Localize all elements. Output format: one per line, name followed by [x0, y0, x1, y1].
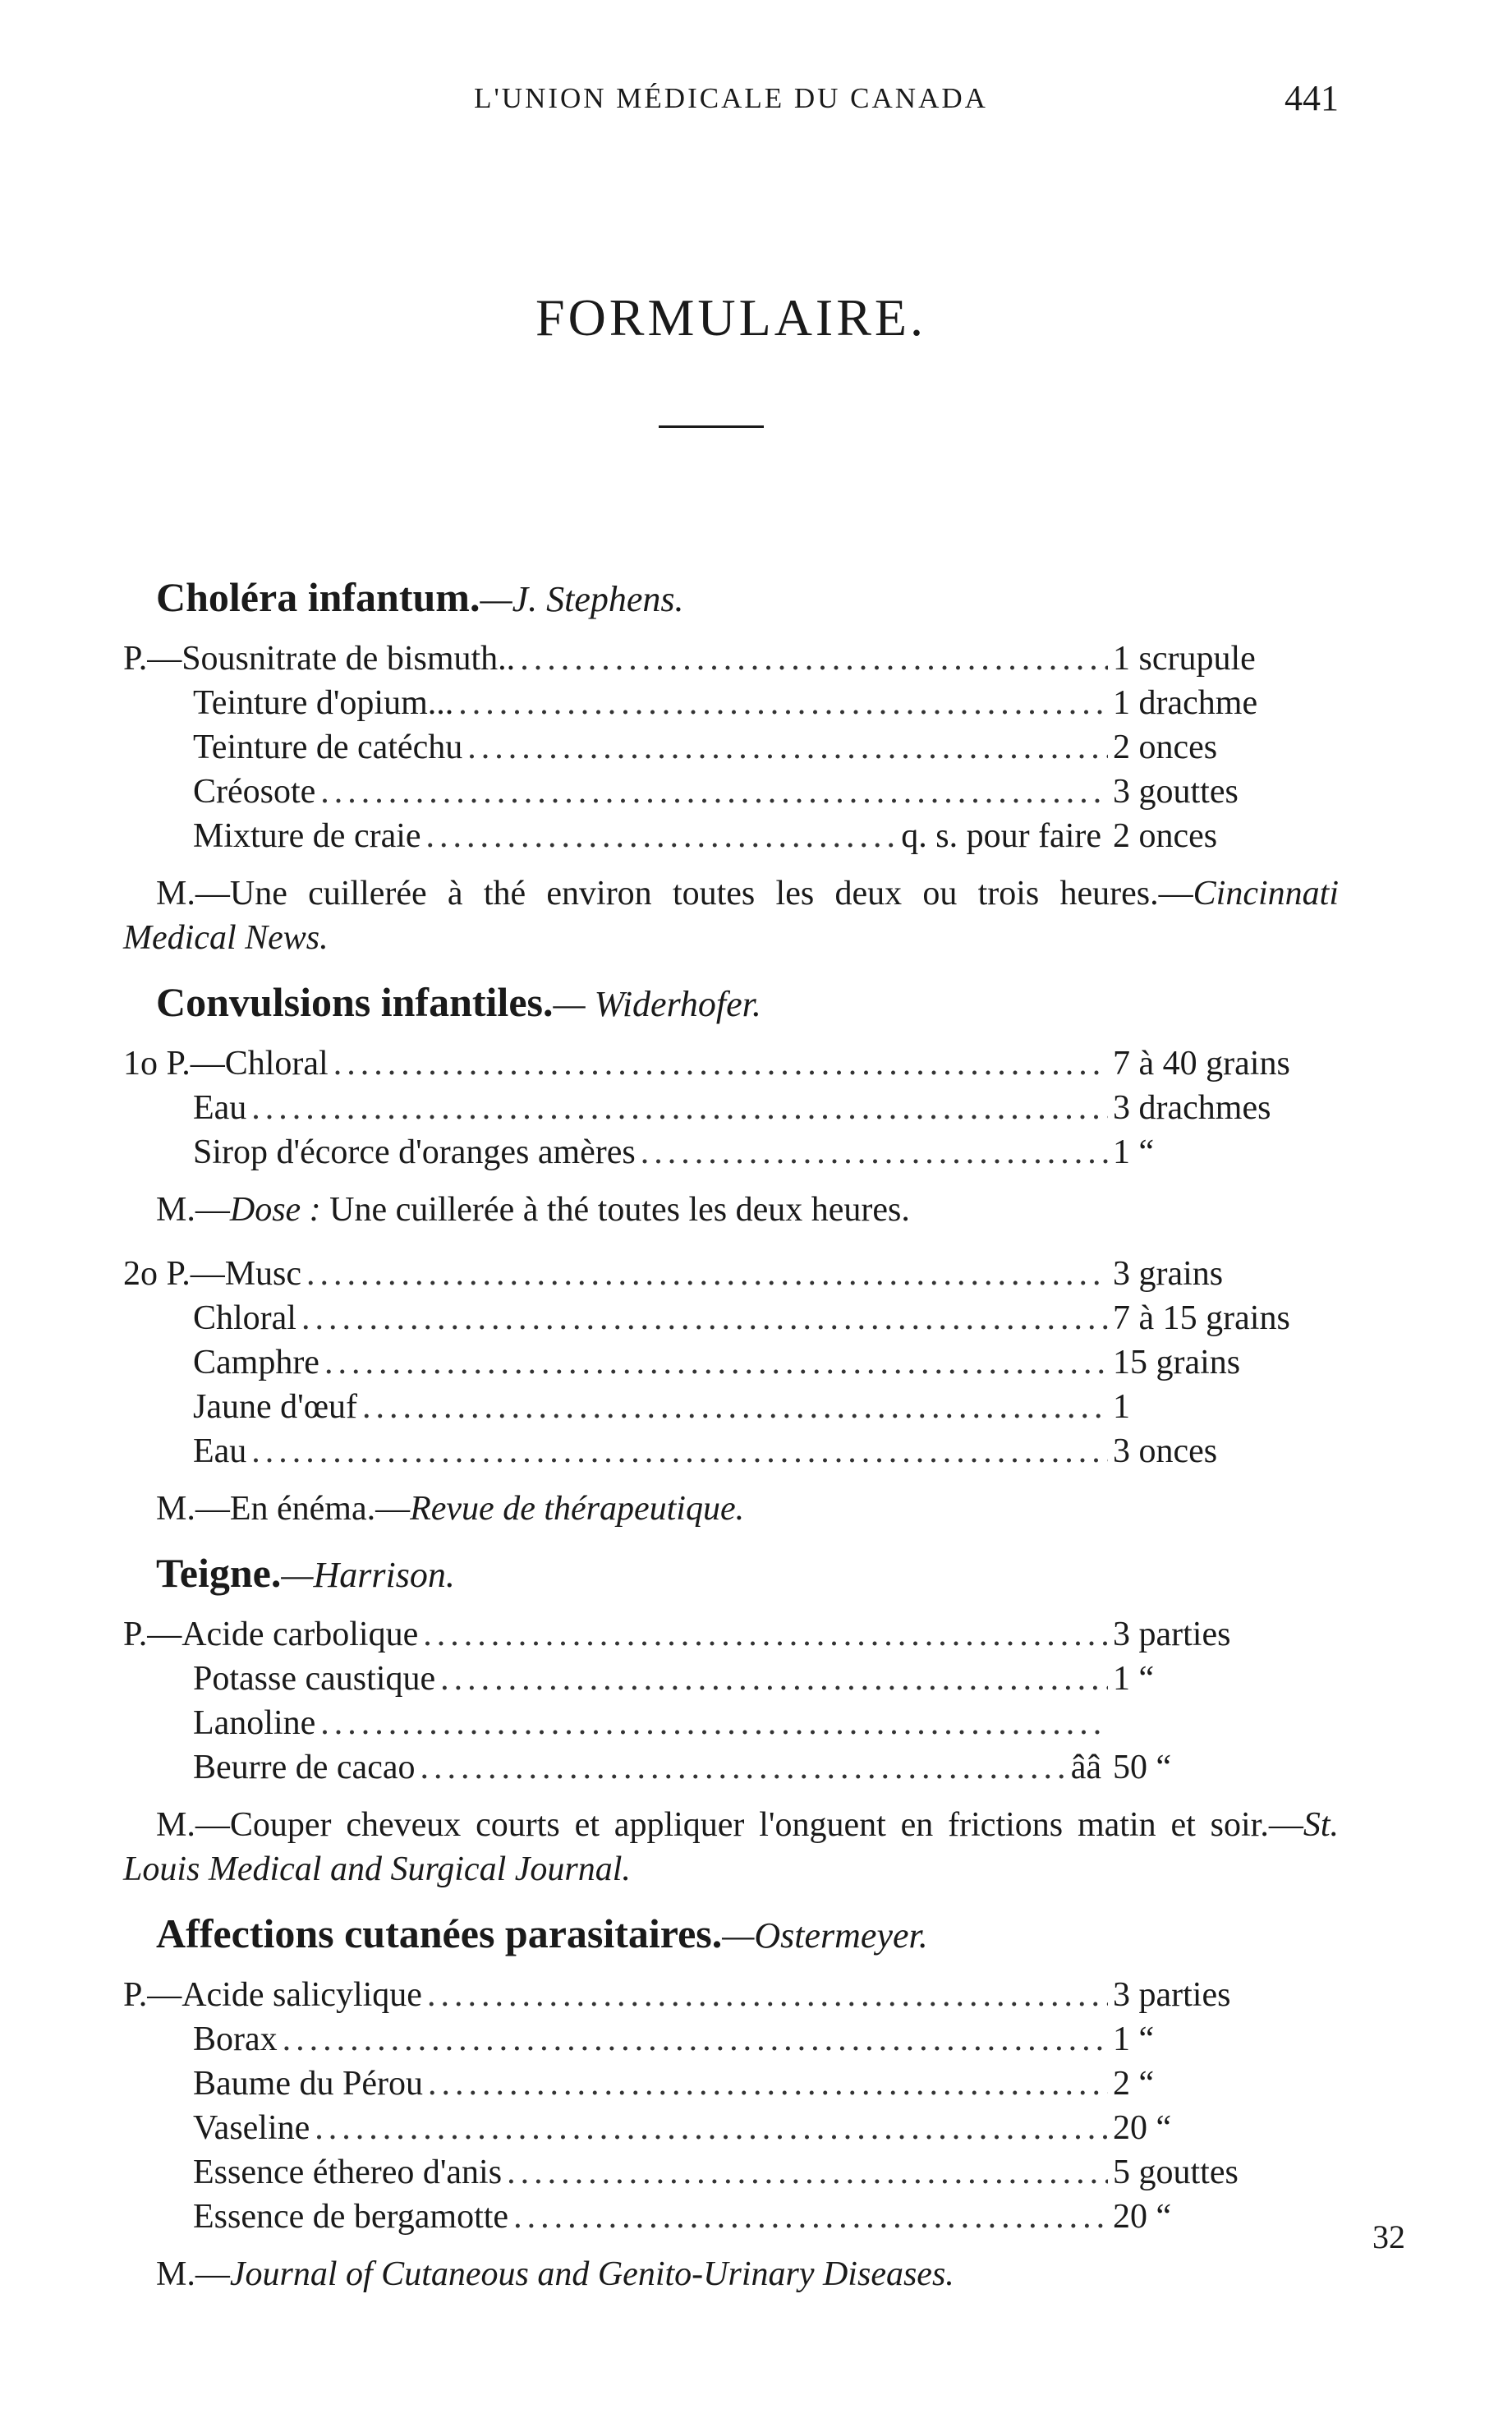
ingredient-quantity: 3 gouttes [1113, 773, 1239, 811]
ingredient-row [123, 1973, 1339, 2017]
ingredient-quantity: 3 drachmes [1113, 1089, 1271, 1127]
section-author: —J. Stephens. [480, 579, 684, 619]
ingredient-name: Sirop d'écorce d'oranges amères [193, 1133, 636, 1171]
ingredient-row [123, 1296, 1339, 1340]
ingredient-name: Acide carbolique [182, 1616, 419, 1653]
section-author: —Harrison. [281, 1555, 455, 1595]
page [123, 78, 1339, 2365]
leader-dots [362, 1385, 1108, 1429]
ingredient-quantity: 1 drachme [1113, 684, 1258, 722]
ingredient-name: Teinture d'opium... [193, 684, 454, 722]
leader-dots [467, 725, 1108, 770]
prescription-label: 1o P.— [123, 1045, 225, 1083]
signature-mark: 32 [1372, 2218, 1405, 2255]
ingredient-row [123, 2150, 1339, 2195]
note-source: Revue de thérapeutique. [410, 1490, 745, 1528]
leader-dots [458, 681, 1108, 725]
ingredient-quantity: 1 “ [1113, 2020, 1155, 2058]
leader-dots [301, 1296, 1108, 1340]
ingredient-quantity: 1 “ [1113, 1133, 1155, 1171]
page-header [123, 78, 1339, 131]
section-heading [156, 575, 1339, 620]
leader-dots [324, 1340, 1108, 1385]
note-prefix: M.— [156, 1806, 230, 1844]
ingredient-name: Borax [193, 2020, 278, 2058]
leader-dots [320, 770, 1108, 814]
title-rule [659, 425, 764, 428]
ingredient-quantity: 15 grains [1113, 1344, 1241, 1381]
ingredient-quantity: 1 scrupule [1113, 640, 1256, 678]
formula-section [123, 980, 1339, 1531]
note-text: Une cuillerée à thé environ toutes les deux ou trois heures.— [229, 875, 1193, 912]
ingredient-row [123, 681, 1339, 725]
leader-dots [507, 2150, 1108, 2195]
ingredient-name: Camphre [193, 1344, 319, 1381]
leader-dots [320, 1701, 1108, 1745]
ingredient-quantity: 3 onces [1113, 1432, 1218, 1470]
leader-dots [641, 1130, 1108, 1175]
ingredient-quantity: 2 “ [1113, 2065, 1155, 2103]
ingredient-name: Potasse caustique [193, 1660, 436, 1698]
ingredient-row [123, 1041, 1339, 1086]
ingredient-quantity: 2 onces [1113, 729, 1218, 766]
prescription-label: P.— [123, 1616, 182, 1653]
ingredient-row [123, 725, 1339, 770]
formula-section [123, 575, 1339, 960]
prescription [123, 1973, 1339, 2239]
note-text: En énéma.— [229, 1490, 411, 1528]
prescription-note [123, 2252, 1339, 2296]
ingredient-name: Acide salicylique [182, 1976, 422, 2014]
prescription-label: P.— [123, 1976, 182, 2014]
section-heading [156, 980, 1339, 1025]
section-heading [156, 1911, 1339, 1956]
ingredient-quantity: 3 parties [1113, 1616, 1231, 1653]
leader-dots [513, 2195, 1108, 2239]
ingredient-name: Chloral [193, 1299, 296, 1337]
ingredient-row [123, 1701, 1339, 1745]
note-source: Journal of Cutaneous and Genito-Urinary Diseases. [229, 2255, 954, 2293]
leader-dots [423, 1612, 1108, 1657]
ingredient-name: Eau [193, 1432, 247, 1470]
note-source: Cincinnati Medical News. [123, 875, 1339, 957]
ingredient-row [123, 1612, 1339, 1657]
formula-section [123, 1911, 1339, 2296]
ingredient-quantity: 50 “ [1113, 1749, 1172, 1786]
ingredient-name: Sousnitrate de bismuth.. [182, 640, 516, 678]
prescription [123, 1252, 1339, 1473]
page-number: 441 [1285, 78, 1339, 118]
ingredient-quantity: 20 “ [1113, 2109, 1172, 2147]
ingredient-row [123, 2017, 1339, 2062]
leader-dots [333, 1041, 1108, 1086]
ingredient-quantity: 3 parties [1113, 1976, 1231, 2014]
ingredient-row [123, 2195, 1339, 2239]
ingredient-quantity: 2 onces [1113, 817, 1218, 855]
ingredient-row [123, 1657, 1339, 1701]
note-source: St. Louis Medical and Surgical Journal. [123, 1806, 1339, 1888]
prescription-note [123, 1803, 1339, 1892]
note-italic: Dose : [229, 1191, 321, 1229]
ingredient-quantity: 20 “ [1113, 2198, 1172, 2236]
ingredient-suffix: q. s. pour faire [901, 817, 1101, 855]
ingredient-suffix: ââ [1070, 1749, 1101, 1786]
ingredient-name: Essence éthereo d'anis [193, 2154, 503, 2191]
ingredient-name: Teinture de catéchu [193, 729, 463, 766]
ingredient-name: Eau [193, 1089, 247, 1127]
ingredient-row [123, 1130, 1339, 1175]
leader-dots [440, 1657, 1108, 1701]
section-author: — Widerhofer. [553, 984, 761, 1024]
prescription-note [123, 1188, 1339, 1232]
ingredient-name: Musc [224, 1255, 302, 1293]
ingredient-quantity: 7 à 40 grains [1113, 1045, 1290, 1083]
formula-section [123, 1551, 1339, 1892]
leader-dots [306, 1252, 1108, 1296]
leader-dots [428, 2062, 1108, 2106]
note-text: Une cuillerée à thé toutes les deux heures. [320, 1191, 910, 1229]
leader-dots [251, 1086, 1108, 1130]
prescription [123, 637, 1339, 858]
section-title: Choléra infantum. [156, 574, 480, 620]
ingredient-row [123, 1340, 1339, 1385]
section-author: —Ostermeyer. [722, 1915, 928, 1956]
ingredient-row [123, 1385, 1339, 1429]
ingredient-name: Mixture de craie [193, 817, 421, 855]
ingredient-name: Beurre de cacao [193, 1749, 416, 1786]
section-title: Teigne. [156, 1550, 282, 1596]
leader-dots [520, 637, 1108, 681]
ingredient-name: Créosote [193, 773, 316, 811]
ingredient-row [123, 2106, 1339, 2150]
ingredient-row [123, 1745, 1339, 1790]
ingredient-name: Baume du Pérou [193, 2065, 423, 2103]
prescription-label: 2o P.— [123, 1255, 225, 1293]
note-prefix: M.— [156, 1490, 230, 1528]
ingredient-quantity: 1 [1113, 1388, 1130, 1426]
leader-dots [315, 2106, 1108, 2150]
ingredient-name: Lanoline [193, 1704, 316, 1742]
leader-dots [427, 1973, 1108, 2017]
ingredient-quantity: 5 gouttes [1113, 2154, 1239, 2191]
page-title: FORMULAIRE. [535, 288, 927, 347]
ingredient-name: Jaune d'œuf [193, 1388, 358, 1426]
prescription-note [123, 871, 1339, 960]
ingredient-row [123, 1429, 1339, 1473]
note-prefix: M.— [156, 875, 230, 912]
prescription [123, 1612, 1339, 1790]
ingredient-name: Vaseline [193, 2109, 310, 2147]
ingredient-quantity: 3 grains [1113, 1255, 1224, 1293]
ingredient-row [123, 637, 1339, 681]
note-text: Couper cheveux courts et appliquer l'onguent en frictions matin et soir.— [229, 1806, 1303, 1844]
note-prefix: M.— [156, 1191, 230, 1229]
leader-dots [426, 814, 897, 858]
ingredient-name: Essence de bergamotte [193, 2198, 509, 2236]
leader-dots [283, 2017, 1108, 2062]
leader-dots [420, 1745, 1065, 1790]
note-prefix: M.— [156, 2255, 230, 2293]
prescription [123, 1041, 1339, 1175]
ingredient-quantity: 1 “ [1113, 1660, 1155, 1698]
section-heading [156, 1551, 1339, 1596]
section-title: Convulsions infantiles. [156, 979, 554, 1025]
section-title: Affections cutanées parasitaires. [156, 1910, 723, 1956]
leader-dots [251, 1429, 1108, 1473]
prescription-note [123, 1487, 1339, 1531]
ingredient-quantity: 7 à 15 grains [1113, 1299, 1290, 1337]
ingredient-name: Chloral [224, 1045, 329, 1083]
running-head: L'UNION MÉDICALE DU CANADA [474, 82, 988, 114]
ingredient-row [123, 1086, 1339, 1130]
prescription-label: P.— [123, 640, 182, 678]
ingredient-row [123, 770, 1339, 814]
ingredient-row [123, 1252, 1339, 1296]
ingredient-row [123, 2062, 1339, 2106]
ingredient-row [123, 814, 1339, 858]
formulary-content [123, 575, 1339, 2316]
